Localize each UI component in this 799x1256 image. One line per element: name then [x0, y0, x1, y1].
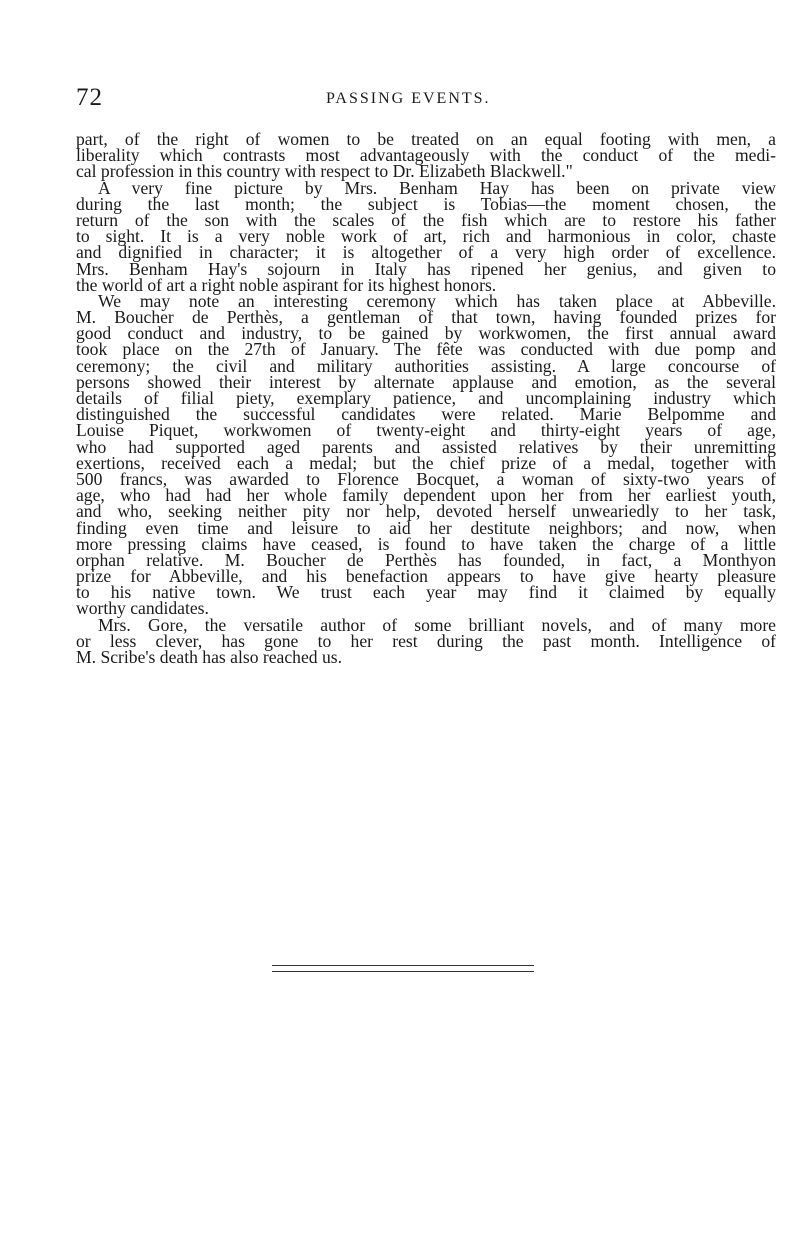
text-line: ceremony; the civil and military authorities assisting. A large concourse of	[76, 355, 776, 376]
text-line: distinguished the successful candidates were related. Marie Belpomme and	[76, 404, 776, 425]
page-header	[76, 84, 776, 114]
text-line: who had supported aged parents and assisted relatives by their unremitting	[76, 436, 776, 457]
text-line: 500 francs, was awarded to Florence Bocquet, a woman of sixty-two years of	[76, 468, 776, 489]
text-line: took place on the 27th of January. The fête was conducted with due pomp and	[76, 339, 776, 360]
text-line: exertions, received each a medal; but the chief prize of a medal, together with	[76, 452, 776, 473]
text-line: to sight. It is a very noble work of art, rich and harmonious in color, chaste	[76, 226, 776, 247]
text-line: cal profession in this country with respect to Dr. Elizabeth Blackwell."	[76, 161, 573, 182]
text-line: prize for Abbeville, and his benefaction appears to have give hearty pleasure	[76, 566, 776, 587]
text-line: during the last month; the subject is Tobias—the moment chosen, the	[76, 193, 776, 214]
text-line: details of filial piety, exemplary patience, and uncomplaining industry which	[76, 388, 776, 408]
text-line: return of the son with the scales of the fish which are to restore his father	[76, 209, 776, 230]
text-line: to his native town. We trust each year may find it claimed by equally	[76, 582, 776, 603]
text-line: A very fine picture by Mrs. Benham Hay has been on private view	[98, 177, 776, 198]
section-divider	[272, 965, 534, 972]
text-line: orphan relative. M. Boucher de Perthès has founded, in fact, a Monthyon	[76, 549, 776, 570]
text-line: Mrs. Benham Hay's sojourn in Italy has ripened her genius, and given to	[76, 258, 776, 279]
running-title: PASSING EVENTS.	[326, 90, 491, 107]
text-line: part, of the right of women to be treated on an equal footing with men, a	[76, 129, 776, 149]
article-body	[76, 131, 776, 665]
text-line: M. Boucher de Perthès, a gentleman of that town, having founded prizes for	[76, 307, 776, 328]
text-line: M. Scribe's death has also reached us.	[76, 647, 343, 667]
text-line: the world of art a right noble aspirant for its highest honors.	[76, 274, 497, 295]
text-line: liberality which contrasts most advantageously with the conduct of the medi-	[76, 145, 776, 166]
text-line: finding even time and leisure to aid her destitute neighbors; and now, when	[76, 517, 776, 538]
text-line: or less clever, has gone to her rest during the past month. Intelligence of	[76, 630, 776, 651]
text-line: Mrs. Gore, the versatile author of some brilliant novels, and of many more	[98, 614, 776, 635]
text-line: more pressing claims have ceased, is found to have taken the charge of a little	[76, 533, 776, 554]
text-line: and who, seeking neither pity nor help, devoted herself unweariedly to her task,	[76, 501, 776, 522]
text-line: worthy candidates.	[76, 598, 209, 619]
text-line: age, who had had her whole family dependent upon her from her earliest youth,	[76, 485, 776, 506]
text-line: and dignified in character; it is altogether of a very high order of excellence.	[76, 242, 776, 263]
text-line: Louise Piquet, workwomen of twenty-eight and thirty-eight years of age,	[76, 420, 776, 441]
text-line: good conduct and industry, to be gained by workwomen, the first annual award	[76, 323, 776, 344]
text-line: persons showed their interest by alternate applause and emotion, as the several	[76, 371, 776, 392]
text-line: We may note an interesting ceremony which has taken place at Abbeville.	[98, 290, 776, 311]
page-number: 72	[76, 84, 103, 111]
